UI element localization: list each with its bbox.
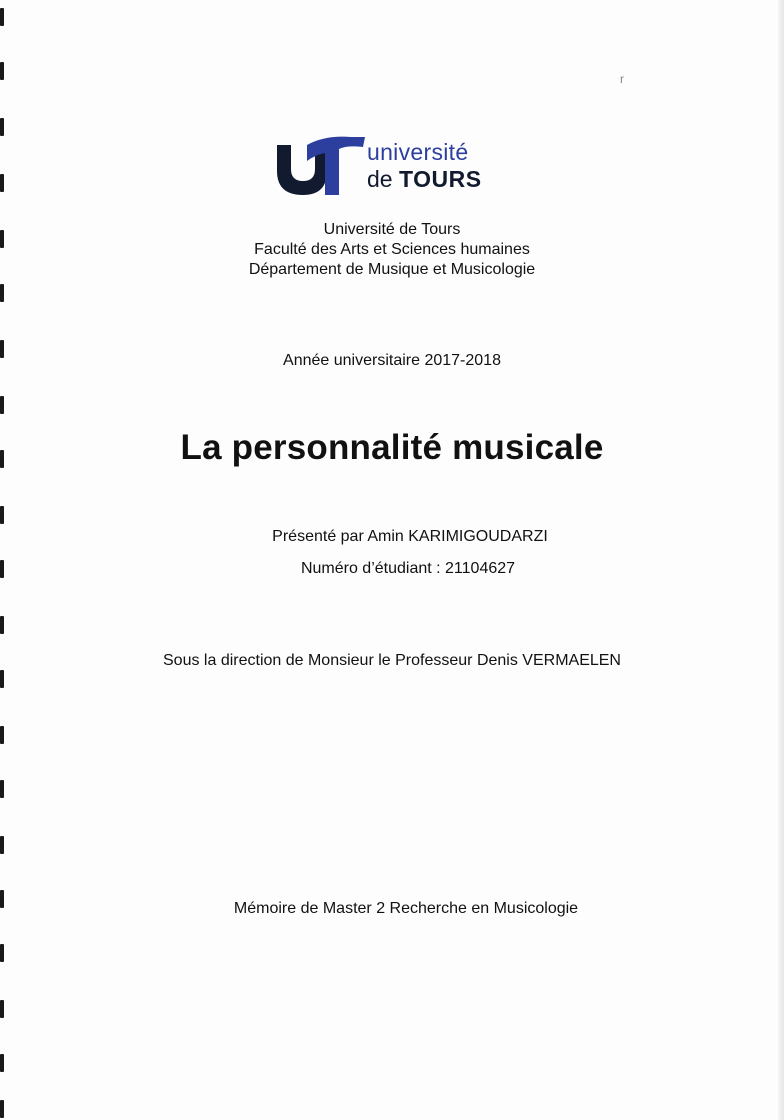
document-title: La personnalité musicale bbox=[180, 428, 604, 467]
supervisor-line: Sous la direction de Monsieur le Professeur Denis VERMAELEN bbox=[163, 652, 621, 669]
university-logo bbox=[275, 135, 515, 197]
academic-year: Année universitaire 2017-2018 bbox=[283, 352, 501, 369]
logo-word-de-tours bbox=[367, 165, 482, 193]
university-logo-mark-icon bbox=[275, 135, 365, 197]
margin-mark: r bbox=[620, 72, 624, 86]
institution-name: Université de Tours bbox=[323, 221, 461, 238]
logo-word-de: de bbox=[367, 166, 393, 192]
department-name: Département de Musique et Musicologie bbox=[248, 261, 536, 278]
logo-word-tours: TOURS bbox=[398, 166, 482, 192]
degree-line: Mémoire de Master 2 Recherche en Musicologie bbox=[233, 900, 579, 917]
author-line: Présenté par Amin KARIMIGOUDARZI bbox=[272, 528, 548, 545]
student-number: Numéro d’étudiant : 21104627 bbox=[300, 560, 516, 577]
logo-word-universite: université bbox=[367, 139, 469, 165]
faculty-name: Faculté des Arts et Sciences humaines bbox=[254, 241, 530, 258]
institution-block bbox=[0, 220, 784, 280]
